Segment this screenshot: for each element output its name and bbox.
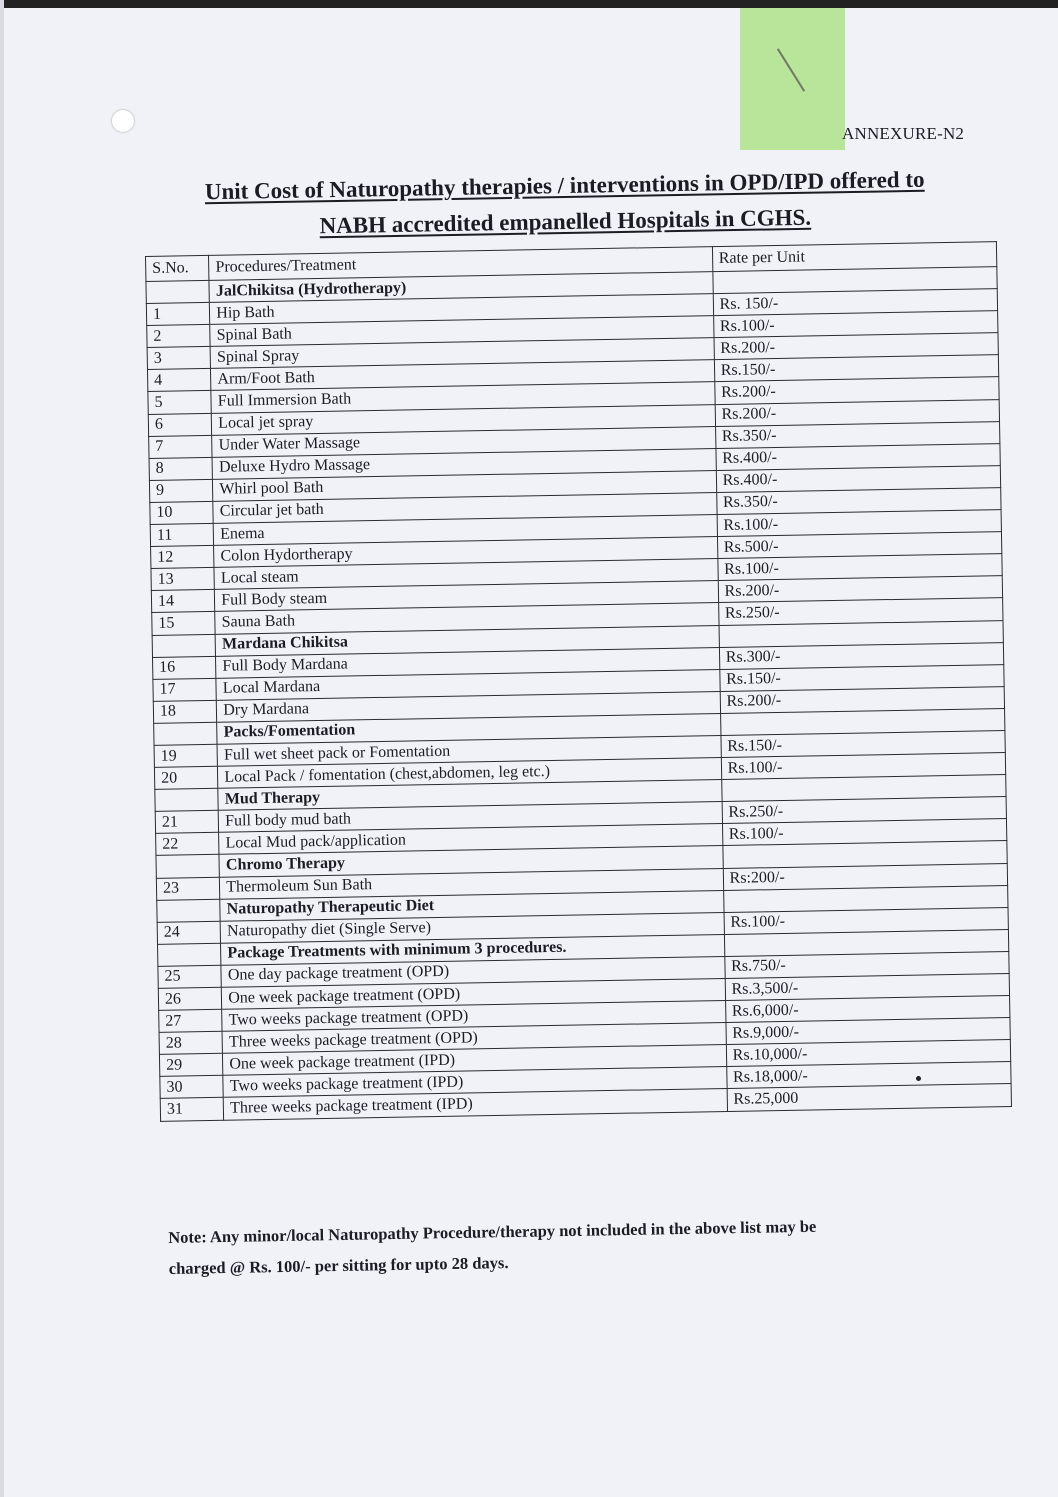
cell-procedure: Under Water Massage [212,426,716,457]
cell-rate: Rs:200/- [723,863,1008,890]
cell-rate: Rs.400/- [716,443,1001,470]
cell-sno [157,899,221,922]
cell-procedure: Three weeks package treatment (OPD) [222,1023,726,1054]
cell-sno: 8 [149,457,213,480]
cell-rate: Rs.400/- [716,465,1001,492]
cell-procedure: Full wet sheet pack or Fomentation [217,735,721,766]
cell-rate: Rs.500/- [717,532,1002,559]
cell-procedure: Two weeks package treatment (IPD) [223,1067,727,1098]
cell-rate: Rs.100/- [724,907,1009,934]
cell-sno: 3 [147,347,211,370]
punch-hole [112,110,134,132]
rate-table-container [145,241,1012,1121]
cell-procedure: Enema [213,515,717,546]
cell-sno [154,722,218,745]
cell-procedure: Naturopathy diet (Single Serve) [220,912,724,943]
cell-sno: 26 [158,987,222,1010]
cell-sno: 10 [150,501,214,524]
cell-sno: 2 [147,325,211,348]
cell-procedure: Deluxe Hydro Massage [212,448,716,479]
cell-sno: 11 [150,523,214,546]
cell-procedure: Local jet spray [212,404,716,435]
cell-rate: Rs.750/- [724,951,1009,978]
cell-rate: Rs.6,000/- [725,996,1010,1023]
annexure-label: ANNEXURE-N2 [842,124,965,143]
cell-procedure: Arm/Foot Bath [211,360,715,391]
cell-procedure: Three weeks package treatment (IPD) [223,1089,727,1120]
cell-procedure: Mud Therapy [218,780,722,811]
cell-procedure: Thermoleum Sun Bath [220,868,724,899]
cell-procedure: One day package treatment (OPD) [221,956,725,987]
cell-sno: 5 [148,391,212,414]
cell-sno: 20 [154,766,218,789]
title-line-2: NABH accredited empanelled Hospitals in CGHS. [319,204,812,239]
cell-procedure: One week package treatment (IPD) [223,1045,727,1076]
cell-rate: Rs.150/- [719,664,1004,691]
cell-sno: 6 [148,413,212,436]
cell-rate: Rs.150/- [714,355,999,382]
cell-procedure: Chromo Therapy [219,846,723,877]
cell-procedure: Full body mud bath [218,802,722,833]
cell-sno: 13 [151,568,215,591]
cell-sno: 1 [146,302,210,325]
cell-rate: Rs.100/- [722,819,1007,846]
cell-rate: Rs.100/- [713,311,998,338]
cell-rate: Rs.300/- [719,642,1004,669]
cell-procedure: Local steam [214,559,718,590]
cell-sno: 22 [156,833,220,856]
cell-sno: 23 [156,877,220,900]
cell-procedure: Colon Hydortherapy [214,537,718,568]
cell-procedure: Full Body Mardana [216,647,720,678]
cell-procedure: One week package treatment (OPD) [222,978,726,1009]
cell-rate: Rs.150/- [721,731,1006,758]
sticky-note [740,8,845,150]
cell-sno: 21 [155,811,219,834]
cell-sno: 15 [152,612,216,635]
cell-sno [156,855,220,878]
cell-rate: Rs.350/- [715,421,1000,448]
cell-rate: Rs.10,000/- [726,1040,1011,1067]
cell-sno: 17 [153,678,217,701]
cell-rate: Rs.250/- [718,598,1003,625]
cell-procedure: Mardana Chikitsa [215,625,719,656]
cell-sno: 24 [157,921,221,944]
cell-rate: Rs.200/- [714,333,999,360]
scan-left-edge [0,0,4,1497]
cell-rate: Rs.250/- [722,797,1007,824]
cell-procedure: Hip Bath [210,294,714,325]
cell-procedure: Spinal Spray [210,338,714,369]
cell-sno: 28 [159,1031,223,1054]
cell-procedure: Package Treatments with minimum 3 procedures. [221,934,725,965]
cell-procedure: Dry Mardana [217,691,721,722]
cell-sno: 12 [151,545,215,568]
cell-procedure: Circular jet bath [213,493,717,524]
cell-sno [152,634,216,657]
cell-procedure: Local Mardana [216,669,720,700]
cell-sno: 19 [154,744,218,767]
scan-top-edge [0,0,1058,8]
cell-sno: 31 [160,1098,224,1121]
cell-rate: Rs.200/- [714,377,999,404]
cell-rate: Rs.100/- [718,554,1003,581]
cell-sno: 29 [159,1054,223,1077]
cell-procedure: Full Immersion Bath [211,382,715,413]
table-body [146,267,1012,1121]
cell-sno: 4 [147,369,211,392]
cell-sno [155,788,219,811]
header-rate: Rate per Unit [712,242,997,272]
cell-rate: Rs.200/- [718,576,1003,603]
cell-procedure: Sauna Bath [215,603,719,634]
cell-sno: 16 [152,656,216,679]
cell-procedure: Local Pack / fomentation (chest,abdomen, leg etc.) [218,758,722,789]
cell-sno: 14 [151,590,215,613]
cell-sno: 27 [159,1009,223,1032]
cell-sno: 25 [158,965,222,988]
cell-sno: 30 [160,1076,224,1099]
cell-procedure: Packs/Fomentation [217,713,721,744]
cell-rate: Rs.100/- [717,510,1002,537]
cell-rate: Rs.200/- [715,399,1000,426]
cell-rate: Rs.3,500/- [725,974,1010,1001]
header-procedure: Procedures/Treatment [209,247,713,281]
cell-rate: Rs. 150/- [713,289,998,316]
cell-rate: Rs.200/- [720,686,1005,713]
cell-sno: 7 [149,435,213,458]
rate-table [145,241,1012,1121]
footer-note [168,1208,949,1284]
title-line-1: Unit Cost of Naturopathy therapies / interventions in OPD/IPD offered to [204,166,925,205]
header-sno: S.No. [146,255,210,281]
cell-sno: 18 [153,700,217,723]
cell-procedure: Local Mud pack/application [219,824,723,855]
cell-rate: Rs.25,000 [727,1084,1012,1111]
cell-sno [158,943,222,966]
cell-rate: Rs.100/- [721,753,1006,780]
note-line-2: charged @ Rs. 100/- per sitting for upto 28 days. [168,1253,509,1278]
cell-procedure: Whirl pool Bath [213,470,717,501]
page-title [119,160,1010,248]
cell-procedure: Two weeks package treatment (OPD) [222,1001,726,1032]
cell-rate: Rs.18,000/- [726,1062,1011,1089]
cell-rate: Rs.9,000/- [726,1018,1011,1045]
note-line-1: Note: Any minor/local Naturopathy Procedure/therapy not included in the above list may be [168,1216,817,1247]
cell-sno [146,280,210,303]
cell-procedure: Naturopathy Therapeutic Diet [220,890,724,921]
cell-procedure: Full Body steam [215,581,719,612]
cell-procedure: JalChikitsa (Hydrotherapy) [209,272,713,303]
cell-rate: Rs.350/- [716,488,1001,515]
cell-procedure: Spinal Bath [210,316,714,347]
cell-sno: 9 [149,479,213,502]
